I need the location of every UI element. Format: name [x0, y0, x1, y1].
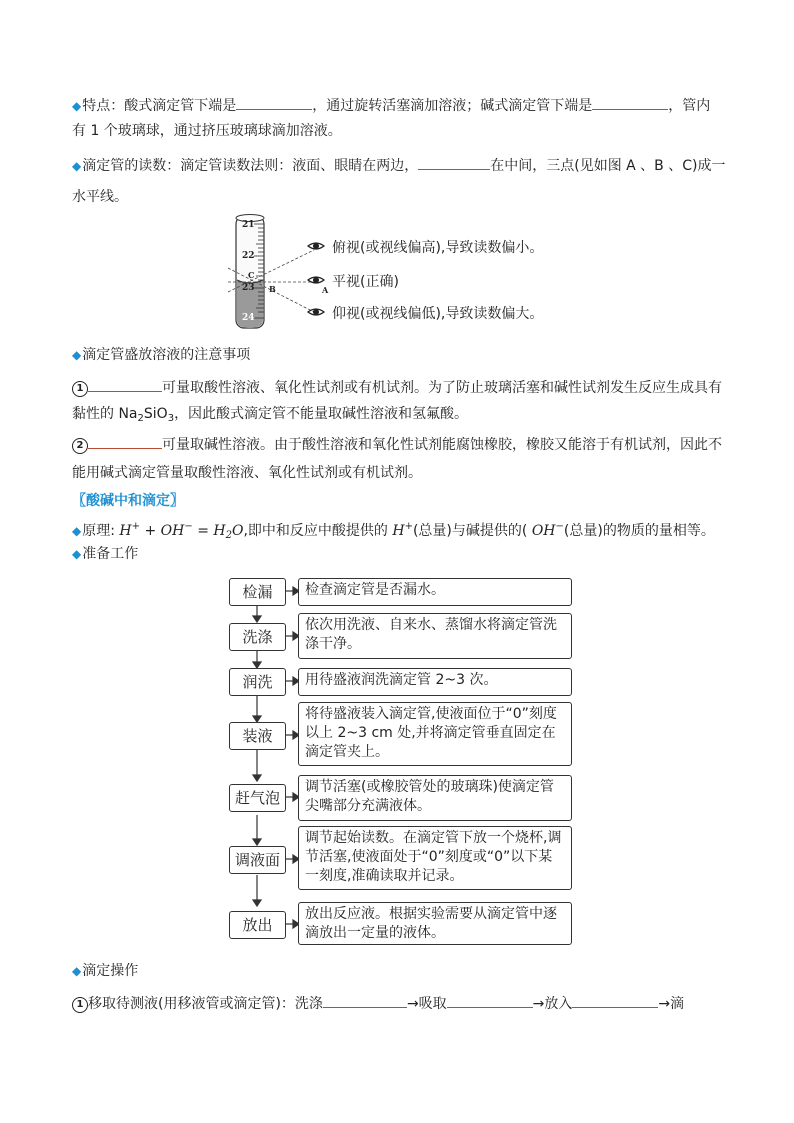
- burette-figure: [228, 212, 588, 332]
- step-adjust-level: 调液面: [229, 846, 286, 874]
- operation-heading: ◆滴定操作: [72, 963, 139, 979]
- step-rinse-desc: 用待盛液润洗滴定管 2~3 次。: [298, 668, 572, 696]
- storage-item-1-line-2: 黏性的 $Na_2SiO_3$，因此酸式滴定管不能量取碱性溶液和氢氟酸。: [72, 406, 469, 424]
- principle-line: ◆原理: $H^+ + OH^- = H_2O$,即中和反应中酸提供的 H+(总量)与碱提供的( OH−(总量)的物质的量相等。: [72, 521, 715, 541]
- step-fill: 装液: [229, 722, 286, 750]
- annotation-look-up: 仰视(或视线偏低),导致读数偏大。: [332, 306, 544, 322]
- fill-blank[interactable]: [88, 377, 162, 392]
- fill-blank[interactable]: [236, 95, 312, 110]
- step-leak-check-desc: 检查滴定管是否漏水。: [298, 578, 572, 606]
- step-adjust-level-desc: 调节起始读数。在滴定管下放一个烧杯,调节活塞,使液面处于“0”刻度或“0”以下某一刻度,准确读取并记录。: [298, 826, 572, 890]
- diamond-bullet-icon: ◆: [72, 547, 82, 561]
- step-rinse: 润洗: [229, 668, 286, 696]
- diamond-bullet-icon: ◆: [72, 964, 82, 978]
- storage-heading: ◆滴定管盛放溶液的注意事项: [72, 347, 251, 363]
- features-line-1: ◆特点：酸式滴定管下端是 ，通过旋转活塞滴加溶液；碱式滴定管下端是 ，管内: [72, 95, 726, 116]
- step-remove-bubbles: 赶气泡: [229, 784, 286, 812]
- scale-label: 21: [242, 220, 255, 230]
- point-label-a: A: [322, 285, 329, 295]
- reading-line-1: ◆滴定管的读数：滴定管读数法则：液面、眼睛在两边， 在中间，三点(见如图 A 、B 、C)成一: [72, 155, 726, 176]
- number-circle: 2: [72, 438, 88, 454]
- scale-label: 24: [242, 313, 255, 323]
- step-release-desc: 放出反应液。根据实验需要从滴定管中逐滴放出一定量的液体。: [298, 902, 572, 945]
- step-fill-desc: 将待盛液装入滴定管,使液面位于“0”刻度以上 2~3 cm 处,并将滴定管垂直固定在滴定管夹上。: [298, 702, 572, 766]
- scale-label: 22: [242, 251, 255, 261]
- section-title: 〖酸碱中和滴定〗: [72, 493, 184, 509]
- annotation-level: 平视(正确): [332, 274, 399, 290]
- number-circle: 1: [72, 381, 88, 397]
- storage-item-2-line-2: 能用碱式滴定管量取酸性溶液、氧化性试剂或有机试剂。: [72, 465, 422, 481]
- point-label-c: C: [248, 270, 255, 280]
- reading-line-2: 水平线。: [72, 189, 128, 205]
- prep-heading: ◆准备工作: [72, 546, 139, 562]
- operation-step-1: 1 移取待测液(用移液管或滴定管)：洗涤 →吸取 →放入 →滴: [72, 993, 726, 1014]
- fill-blank[interactable]: [592, 95, 668, 110]
- fill-blank[interactable]: [323, 993, 407, 1008]
- fill-blank[interactable]: [447, 993, 533, 1008]
- diamond-bullet-icon: ◆: [72, 159, 82, 173]
- features-line-2: 有 1 个玻璃球，通过挤压玻璃球滴加溶液。: [72, 123, 342, 139]
- diamond-bullet-icon: ◆: [72, 524, 82, 538]
- diamond-bullet-icon: ◆: [72, 348, 82, 362]
- storage-item-2: 2 可量取碱性溶液。由于酸性溶液和氧化性试剂能腐蚀橡胶，橡胶又能溶于有机试剂，因此不: [72, 434, 726, 455]
- eye-icon: [308, 243, 324, 315]
- number-circle: 1: [72, 997, 88, 1013]
- annotation-look-down: 俯视(或视线偏高),导致读数偏小。: [332, 240, 544, 256]
- step-wash: 洗涤: [229, 623, 286, 651]
- point-label-b: B: [269, 284, 276, 294]
- step-release: 放出: [229, 911, 286, 939]
- diamond-bullet-icon: ◆: [72, 99, 82, 113]
- scale-label: 23: [242, 283, 255, 293]
- fill-blank[interactable]: [572, 993, 658, 1008]
- fill-blank[interactable]: [418, 155, 490, 170]
- step-remove-bubbles-desc: 调节活塞(或橡胶管处的玻璃珠)使滴定管尖嘴部分充满液体。: [298, 775, 572, 821]
- storage-item-1: 1 可量取酸性溶液、氧化性试剂或有机试剂。为了防止玻璃活塞和碱性试剂发生反应生成具有: [72, 377, 726, 398]
- step-wash-desc: 依次用洗液、自来水、蒸馏水将滴定管洗涤干净。: [298, 613, 572, 659]
- fill-blank[interactable]: [88, 434, 162, 449]
- step-leak-check: 检漏: [229, 578, 286, 606]
